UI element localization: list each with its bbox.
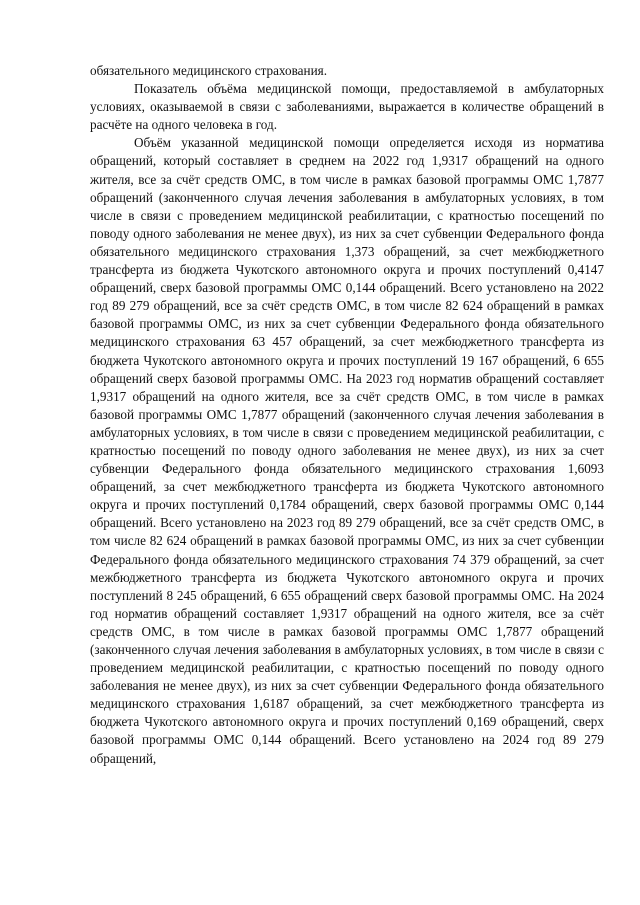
document-body	[90, 62, 604, 768]
paragraph-volume-normative: Объём указанной медицинской помощи определяется исходя из норматива обращений, который составляет в среднем на 2022 год 1,9317 обращений на одного жителя, все за счёт средств ОМС, в том числе в рамках базовой программы ОМС 1,7877 обращений (законченного случая лечения заболевания в амбулаторных условиях, в том числе в связи с проведением медицинской реабилитации, с кратностью посещений по поводу одного заболевания не менее двух), из них за счет субвенции Федерального фонда обязательного медицинского страхования 1,373 обращений, за счет межбюджетного трансферта из бюджета Чукотского автономного округа и прочих поступлений 0,4147 обращений, сверх базовой программы ОМС 0,144 обращений. Всего установлено на 2022 год 89 279 обращений, все за счёт средств ОМС, в том числе 82 624 обращений в рамках базовой программы ОМС, из них за счет субвенции Федерального фонда обязательного медицинского страхования 63 457 обращений, за счет межбюджетного трансферта из бюджета Чукотского автономного округа и прочих поступлений 19 167 обращений, 6 655 обращений сверх базовой программы ОМС. На 2023 год норматив обращений составляет 1,9317 обращений на одного жителя, все за счёт средств ОМС, в том числе в рамках базовой программы ОМС 1,7877 обращений (законченного случая лечения заболевания в амбулаторных условиях, в том числе в связи с проведением медицинской реабилитации, с кратностью посещений по поводу одного заболевания не менее двух), из них за счет субвенции Федерального фонда обязательного медицинского страхования 1,6093 обращений, за счет межбюджетного трансферта из бюджета Чукотского автономного округа и прочих поступлений 0,1784 обращений, сверх базовой программы ОМС 0,144 обращений. Всего установлено на 2023 год 89 279 обращений, все за счёт средств ОМС, в том числе 82 624 обращений в рамках базовой программы ОМС, из них за счет субвенции Федерального фонда обязательного медицинского страхования 74 379 обращений, за счет межбюджетного трансферта из бюджета Чукотского автономного округа и прочих поступлений 8 245 обращений, 6 655 обращений сверх базовой программы ОМС. На 2024 год норматив обращений составляет 1,9317 обращений на одного жителя, все за счёт средств ОМС, в том числе в рамках базовой программы ОМС 1,7877 обращений (законченного случая лечения заболевания в амбулаторных условиях, в том числе в связи с проведением медицинской реабилитации, с кратностью посещений по поводу одного заболевания не менее двух), из них за счет субвенции Федерального фонда обязательного медицинского страхования 1,6187 обращений, за счет межбюджетного трансферта из бюджета Чукотского автономного округа и прочих поступлений 0,169 обращений, сверх базовой программы ОМС 0,144 обращений. Всего установлено на 2024 год 89 279 обращений,	[90, 135, 604, 766]
paragraph-indicator-definition: Показатель объёма медицинской помощи, предоставляемой в амбулаторных условиях, оказываемой в связи с заболеваниями, выражается в количестве обращений в расчёте на одного человека в год.	[90, 81, 604, 133]
paragraph-continuation: обязательного медицинского страхования.	[90, 63, 328, 78]
